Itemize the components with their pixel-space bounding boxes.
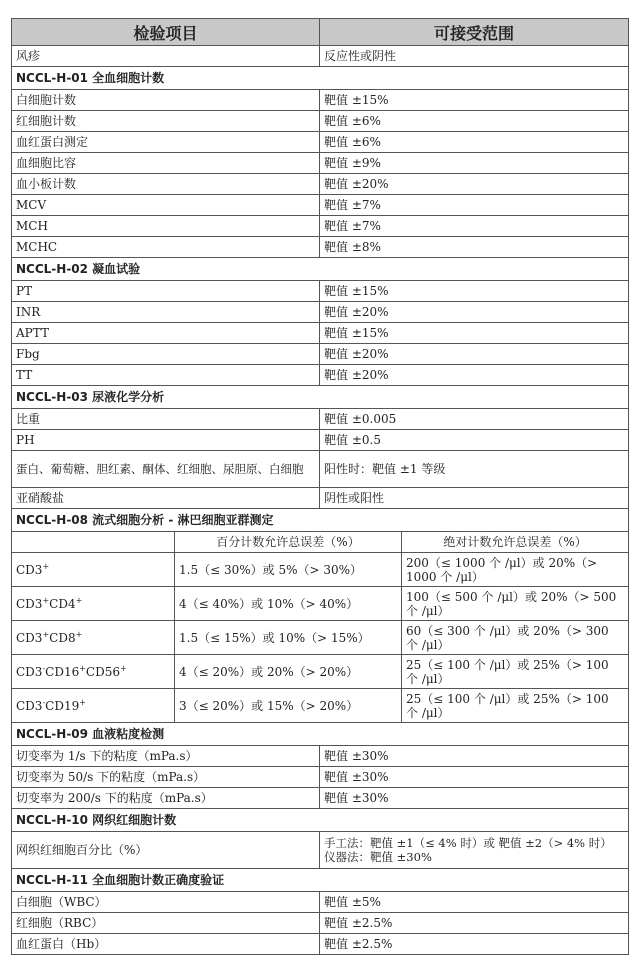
abs-cell: 200（≤ 1000 个 /μl）或 20%（> 1000 个 /μl） bbox=[402, 553, 629, 587]
pct-cell: 1.5（≤ 15%）或 10%（> 15%） bbox=[175, 621, 402, 655]
flow-subheader-abs: 绝对计数允许总误差（%） bbox=[402, 532, 629, 553]
item-cell: 白细胞（WBC） bbox=[12, 892, 320, 913]
table-row bbox=[12, 587, 629, 621]
range-cell: 反应性或阴性 bbox=[320, 46, 629, 67]
item-cell: 风疹 bbox=[12, 46, 320, 67]
range-cell: 靶值 ±30% bbox=[320, 788, 629, 809]
item-cell: 切变率为 1/s 下的粘度（mPa.s） bbox=[12, 746, 320, 767]
range-cell: 手工法：靶值 ±1（≤ 4% 时）或 靶值 ±2（> 4% 时） 仪器法：靶值 ±30% bbox=[320, 832, 629, 869]
abs-cell: 25（≤ 100 个 /μl）或 25%（> 100 个 /μl） bbox=[402, 655, 629, 689]
item-cell: APTT bbox=[12, 323, 320, 344]
range-cell: 靶值 ±2.5% bbox=[320, 913, 629, 934]
item-cell: 切变率为 50/s 下的粘度（mPa.s） bbox=[12, 767, 320, 788]
item-cell: MCV bbox=[12, 195, 320, 216]
table-row bbox=[12, 46, 629, 67]
range-cell: 靶值 ±2.5% bbox=[320, 934, 629, 955]
table-row bbox=[12, 488, 629, 509]
range-cell: 靶值 ±0.005 bbox=[320, 409, 629, 430]
table-row bbox=[12, 174, 629, 195]
flow-subheader bbox=[12, 532, 629, 553]
item-cell: Fbg bbox=[12, 344, 320, 365]
item-cell: MCHC bbox=[12, 237, 320, 258]
abs-cell: 25（≤ 100 个 /μl）或 25%（> 100 个 /μl） bbox=[402, 689, 629, 723]
table-row bbox=[12, 430, 629, 451]
range-cell: 靶值 ±0.5 bbox=[320, 430, 629, 451]
abs-cell: 100（≤ 500 个 /μl）或 20%（> 500 个 /μl） bbox=[402, 587, 629, 621]
flow-subheader-pct: 百分计数允许总误差（%） bbox=[175, 532, 402, 553]
table-row bbox=[12, 892, 629, 913]
acceptance-table bbox=[11, 18, 629, 955]
item-cell: 血红蛋白（Hb） bbox=[12, 934, 320, 955]
table-row bbox=[12, 111, 629, 132]
table-row bbox=[12, 195, 629, 216]
flow-subheader-blank bbox=[12, 532, 175, 553]
table-row bbox=[12, 281, 629, 302]
section-title: NCCL-H-02 凝血试验 bbox=[12, 258, 629, 281]
table-row bbox=[12, 344, 629, 365]
table-row bbox=[12, 237, 629, 258]
range-cell: 靶值 ±30% bbox=[320, 767, 629, 788]
range-cell: 靶值 ±7% bbox=[320, 195, 629, 216]
table-row bbox=[12, 90, 629, 111]
item-cell: 比重 bbox=[12, 409, 320, 430]
range-cell: 靶值 ±15% bbox=[320, 90, 629, 111]
section-title: NCCL-H-03 尿液化学分析 bbox=[12, 386, 629, 409]
item-cell: 血细胞比容 bbox=[12, 153, 320, 174]
header-range: 可接受范围 bbox=[320, 19, 629, 46]
item-cell: 血红蛋白测定 bbox=[12, 132, 320, 153]
table-row bbox=[12, 132, 629, 153]
range-cell: 靶值 ±30% bbox=[320, 746, 629, 767]
table-row bbox=[12, 216, 629, 237]
table-row bbox=[12, 788, 629, 809]
item-cell: INR bbox=[12, 302, 320, 323]
table-row bbox=[12, 323, 629, 344]
section-title: NCCL-H-01 全血细胞计数 bbox=[12, 67, 629, 90]
range-cell: 靶值 ±20% bbox=[320, 174, 629, 195]
table-row bbox=[12, 655, 629, 689]
item-cell: 亚硝酸盐 bbox=[12, 488, 320, 509]
section-title: NCCL-H-10 网织红细胞计数 bbox=[12, 809, 629, 832]
table-row bbox=[12, 451, 629, 488]
pct-cell: 4（≤ 20%）或 20%（> 20%） bbox=[175, 655, 402, 689]
table-row bbox=[12, 913, 629, 934]
item-cell: PT bbox=[12, 281, 320, 302]
range-cell: 靶值 ±15% bbox=[320, 281, 629, 302]
table-row bbox=[12, 689, 629, 723]
pct-cell: 3（≤ 20%）或 15%（> 20%） bbox=[175, 689, 402, 723]
item-cell: 血小板计数 bbox=[12, 174, 320, 195]
table-row bbox=[12, 746, 629, 767]
table-row bbox=[12, 767, 629, 788]
table-row bbox=[12, 934, 629, 955]
section-title: NCCL-H-11 全血细胞计数正确度验证 bbox=[12, 869, 629, 892]
range-cell: 靶值 ±7% bbox=[320, 216, 629, 237]
abs-cell: 60（≤ 300 个 /μl）或 20%（> 300 个 /μl） bbox=[402, 621, 629, 655]
table-row bbox=[12, 302, 629, 323]
marker-cell: CD3+CD8+ bbox=[12, 621, 175, 655]
range-cell: 靶值 ±6% bbox=[320, 111, 629, 132]
marker-cell: CD3-CD19+ bbox=[12, 689, 175, 723]
section-title: NCCL-H-09 血液粘度检测 bbox=[12, 723, 629, 746]
range-cell: 靶值 ±9% bbox=[320, 153, 629, 174]
table-row bbox=[12, 409, 629, 430]
table-header bbox=[12, 19, 629, 46]
range-cell: 靶值 ±20% bbox=[320, 365, 629, 386]
marker-cell: CD3+ bbox=[12, 553, 175, 587]
range-cell: 阴性或阳性 bbox=[320, 488, 629, 509]
item-cell: 红细胞计数 bbox=[12, 111, 320, 132]
range-cell: 靶值 ±6% bbox=[320, 132, 629, 153]
item-cell: 切变率为 200/s 下的粘度（mPa.s） bbox=[12, 788, 320, 809]
section-title: NCCL-H-08 流式细胞分析 - 淋巴细胞亚群测定 bbox=[12, 509, 629, 532]
table-row bbox=[12, 832, 629, 869]
range-cell: 靶值 ±8% bbox=[320, 237, 629, 258]
item-cell: MCH bbox=[12, 216, 320, 237]
range-cell: 阳性时：靶值 ±1 等级 bbox=[320, 451, 629, 488]
range-cell: 靶值 ±20% bbox=[320, 302, 629, 323]
table-row bbox=[12, 365, 629, 386]
item-cell: 网织红细胞百分比（%） bbox=[12, 832, 320, 869]
item-cell: 红细胞（RBC） bbox=[12, 913, 320, 934]
range-cell: 靶值 ±5% bbox=[320, 892, 629, 913]
pct-cell: 1.5（≤ 30%）或 5%（> 30%） bbox=[175, 553, 402, 587]
table-row bbox=[12, 553, 629, 587]
page bbox=[11, 18, 628, 955]
marker-cell: CD3+CD4+ bbox=[12, 587, 175, 621]
marker-cell: CD3-CD16+CD56+ bbox=[12, 655, 175, 689]
table-row bbox=[12, 621, 629, 655]
item-cell: PH bbox=[12, 430, 320, 451]
pct-cell: 4（≤ 40%）或 10%（> 40%） bbox=[175, 587, 402, 621]
header-item: 检验项目 bbox=[12, 19, 320, 46]
range-cell: 靶值 ±15% bbox=[320, 323, 629, 344]
item-cell: 白细胞计数 bbox=[12, 90, 320, 111]
item-cell: 蛋白、葡萄糖、胆红素、酮体、红细胞、尿胆原、白细胞 bbox=[12, 451, 320, 488]
table-row bbox=[12, 153, 629, 174]
range-cell: 靶值 ±20% bbox=[320, 344, 629, 365]
item-cell: TT bbox=[12, 365, 320, 386]
